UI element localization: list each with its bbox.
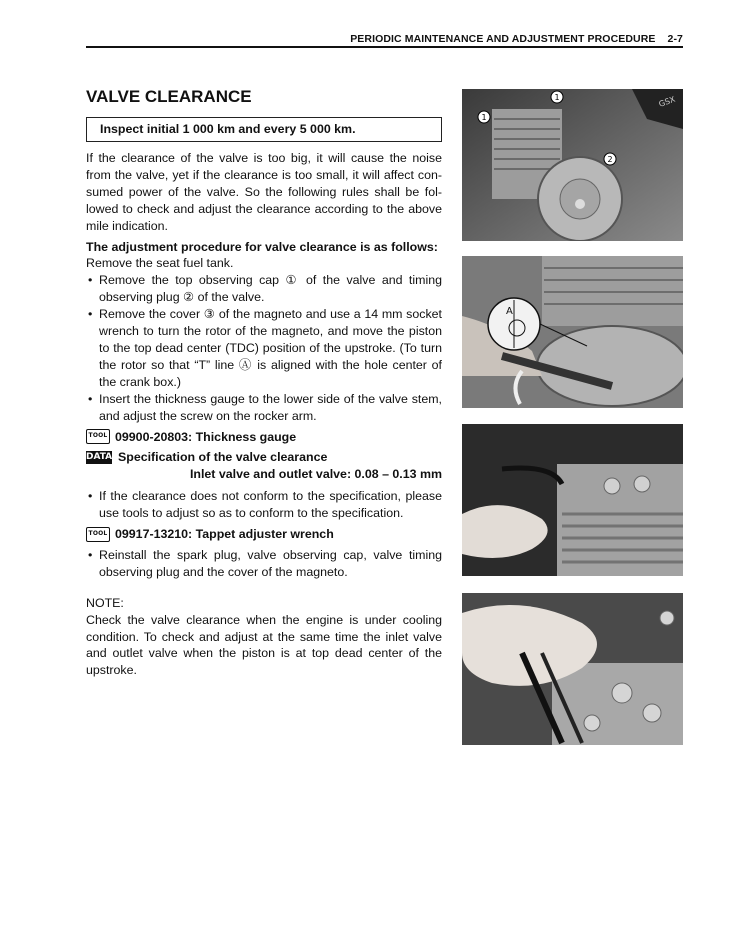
photo1-callout-1b: 1 (554, 93, 560, 102)
data-icon: DATA (86, 452, 113, 463)
bullet-dot: • (88, 307, 93, 322)
header-rule (86, 46, 683, 48)
procedure-heading: The adjustment procedure for valve clearance is as follows: (86, 239, 438, 254)
bullet-text: If the clearance does not conform to the specification, please use tools to adjust so as to conform to the specification. (99, 489, 442, 521)
spec-value: Inlet valve and outlet valve: 0.08 – 0.13 mm (189, 467, 442, 482)
photo1-callout-2: 2 (607, 155, 613, 164)
bullet-text: Insert the thickness gauge to the lower side of the valve stem, and adjust the screw on the rocker arm. (99, 391, 442, 423)
note-text: Check the valve clearance when the engine is under cooling condition. To check and adjust at the same time the inlet valve and outlet valve when the piston is at top dead center of the upstroke. (86, 612, 442, 678)
header-section-title: PERIODIC MAINTENANCE AND ADJUSTMENT PROCEDURE (350, 33, 656, 45)
procedure-first-step: Remove the seat fuel tank. (86, 256, 234, 271)
page-title: VALVE CLEARANCE (86, 87, 252, 106)
tool-tappet-wrench (86, 526, 442, 543)
intro-paragraph: If the clearance of the valve is too big, it will cause the noise from the valve, yet if the clearance is too small, it will affect con-sumed power of the valve. So the following rules shall be fol-lowed to check and adjust the clearance according to the above mile indication. (86, 151, 442, 233)
header-page-number: 2-7 (667, 33, 683, 45)
bullet-insert-gauge (86, 391, 442, 425)
bullet-nonconform (86, 488, 442, 522)
bullet-reinstall (86, 547, 442, 581)
bullet-remove-cap (86, 272, 442, 306)
photo-tappet-adjust (462, 593, 683, 745)
tool-label: 09900-20803: Thickness gauge (115, 429, 297, 444)
note-label: NOTE: (86, 595, 124, 610)
bullet-dot: • (88, 547, 93, 562)
running-header (86, 33, 683, 45)
bullet-dot: • (88, 273, 93, 288)
text-column (86, 86, 442, 679)
photo1-badge: GSX (657, 94, 677, 109)
inspect-interval-box: Inspect initial 1 000 km and every 5 000 km. (86, 117, 442, 142)
tool-label: 09917-13210: Tappet adjuster wrench (115, 527, 334, 542)
bullet-remove-cover (86, 306, 442, 391)
tool-thickness-gauge (86, 429, 442, 446)
photo-timing-mark (462, 256, 683, 408)
spec-heading: Specification of the valve clearance (118, 450, 328, 465)
bullet-dot: • (88, 391, 93, 406)
bullet-dot: • (88, 489, 93, 504)
photo-thickness-gauge (462, 424, 683, 576)
bullet-text: Remove the cover ③ of the magneto and use a 14 mm socket wrench to turn the rotor of the magneto, and move the piston to the top dead center (TDC) position of the upstroke. (To turn the rotor so that “T” line Ⓐ is aligned with the hole center of the crank box.) (99, 307, 442, 389)
photo2-callout-a: A (506, 306, 513, 317)
photo-engine-overview (462, 89, 683, 241)
bullet-text: Reinstall the spark plug, valve observing cap, valve timing observing plug and the cover of the magneto. (99, 547, 442, 579)
bullet-text: Remove the top observing cap ① of the valve and timing observing plug ② of the valve. (99, 273, 442, 305)
photo1-callout-1a: 1 (481, 113, 487, 122)
tool-icon: TOOL (86, 429, 110, 444)
tool-icon: TOOL (86, 527, 110, 542)
spec-heading-line (86, 449, 442, 466)
